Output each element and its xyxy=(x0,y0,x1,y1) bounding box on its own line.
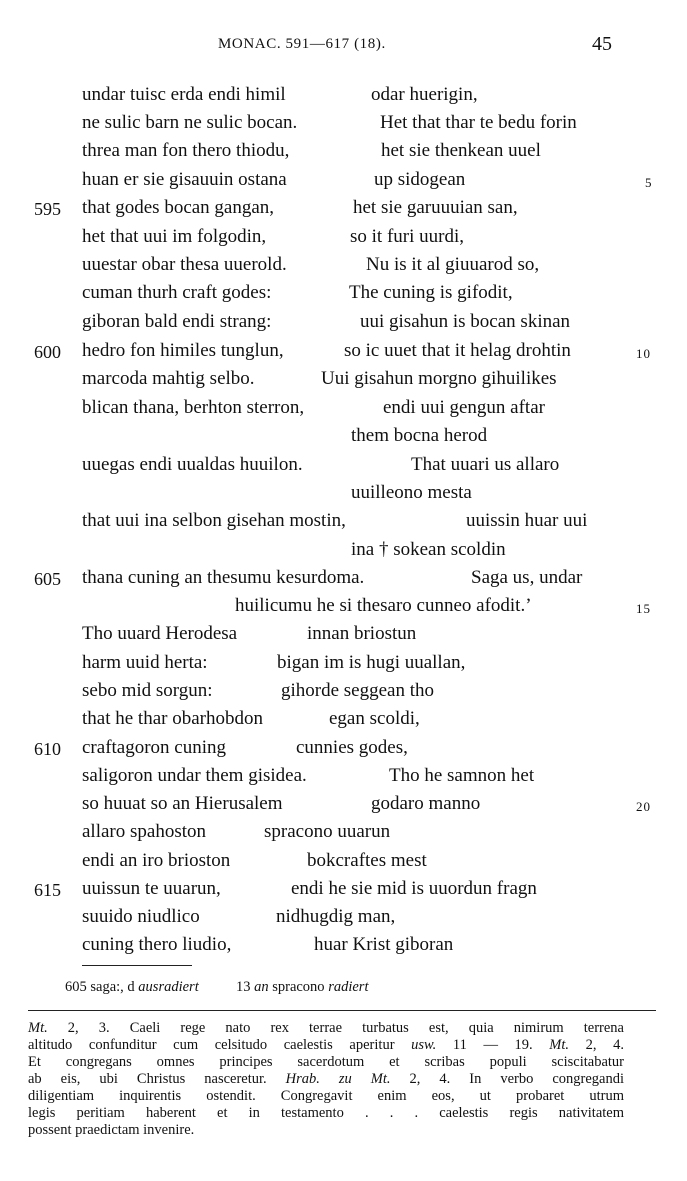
verse-line-a: Tho uuard Herodesa xyxy=(82,623,238,644)
apparatus-ref: 605 xyxy=(65,979,87,995)
apparatus-text: saga:, d xyxy=(90,979,135,995)
verse-line-a: so huuat so an Hierusalem xyxy=(82,793,283,814)
verse-line-a: cuman thurh craft godes: xyxy=(82,282,272,303)
verse-line-a: uuegas endi uualdas huuilon. xyxy=(82,454,303,475)
margin-line-number: 10 xyxy=(636,346,651,361)
verse-line-b: Uui gisahun morgno gihuilikes xyxy=(321,368,557,389)
verse-line-b: egan scoldi, xyxy=(329,708,420,729)
verse-line-b: bokcraftes mest xyxy=(307,850,427,871)
verse-line-a: that he thar obarhobdon xyxy=(82,708,263,729)
verse-line-a: that uui ina selbon gisehan mostin, xyxy=(82,510,346,531)
verse-line-b: so it furi uurdi, xyxy=(350,226,464,247)
verse-line-a: thana cuning an thesumu kesurdoma. xyxy=(82,567,365,588)
footnote-ref: Hrab. zu Mt. xyxy=(285,1071,391,1087)
verse-line-b: endi uui gengun aftar xyxy=(383,397,545,418)
verse-line-b: innan briostun xyxy=(307,623,417,644)
verse-line-a: uuestar obar thesa uuerold. xyxy=(82,254,287,275)
footnote-text: possent praedictam invenire. xyxy=(28,1122,195,1138)
verse-line-a: endi an iro brioston xyxy=(82,850,231,871)
footnote-line xyxy=(28,1038,624,1053)
verse-line-b: het sie thenkean uuel xyxy=(381,140,541,161)
verse-line-b: het sie garuuuian san, xyxy=(353,197,518,218)
verse-line-b: huilicumu he si thesaro cunneo afodit.’ xyxy=(235,595,532,616)
verse-line-b: uuissin huar uui xyxy=(466,510,588,531)
verse-line-b: Tho he samnon het xyxy=(389,765,535,786)
footnote-ref: Mt. xyxy=(28,1020,48,1036)
footnote-line xyxy=(28,1106,624,1121)
verse-line-b: cunnies godes, xyxy=(296,737,408,758)
verse-line-b: bigan im is hugi uuallan, xyxy=(277,652,466,673)
verse-line-a: het that uui im folgodin, xyxy=(82,226,267,247)
verse-line-b: ina † sokean scoldin xyxy=(351,539,506,560)
footnote-text: diligentiam inquirentis ostendit. Congregavit enim eos, ut probaret utrum xyxy=(28,1088,624,1104)
verse-line-b: Het that thar te bedu forin xyxy=(380,112,577,133)
margin-line-number: 5 xyxy=(645,175,653,190)
verse-line-b: endi he sie mid is uuordun fragn xyxy=(291,878,537,899)
margin-line-number: 15 xyxy=(636,601,651,616)
footnote-line xyxy=(28,1021,624,1036)
apparatus-note: radiert xyxy=(328,979,369,995)
footnote-text: 11 — 19. xyxy=(436,1037,550,1053)
verse-line-a: ne sulic barn ne sulic bocan. xyxy=(82,112,298,133)
verse-line-b: Saga us, undar xyxy=(471,567,583,588)
footnote-text: ab eis, ubi Christus nasceretur. xyxy=(28,1071,286,1087)
verse-line-a: marcoda mahtig selbo. xyxy=(82,368,255,389)
verse-number: 610 xyxy=(34,739,61,759)
margin-line-number: 20 xyxy=(636,799,651,814)
verse-line-a: threa man fon thero thiodu, xyxy=(82,140,290,161)
verse-line-a: undar tuisc erda endi himil xyxy=(82,84,286,105)
apparatus-note: an xyxy=(254,979,269,995)
verse-line-a: saligoron undar them gisidea. xyxy=(82,765,307,786)
verse-line-a: allaro spahoston xyxy=(82,821,207,842)
verse-line-b: godaro manno xyxy=(371,793,481,814)
footnote-line xyxy=(28,1123,624,1138)
verse-line-b: Nu is it al giuuarod so, xyxy=(366,254,540,275)
footnote-text: legis peritiam haberent et in testamento . . . caelestis regis nativitatem xyxy=(28,1105,624,1121)
verse-line-b: odar huerigin, xyxy=(371,84,478,105)
verse-line-b: The cuning is gifodit, xyxy=(349,282,513,303)
verse-line-a: craftagoron cuning xyxy=(82,737,227,758)
verse-number: 595 xyxy=(34,199,61,219)
footnote-text: 2, 4. In verbo congregandi xyxy=(390,1071,624,1087)
footnote-ref: usw. xyxy=(411,1037,437,1053)
verse-number: 615 xyxy=(34,880,61,900)
verse-line-b: That uuari us allaro xyxy=(411,454,560,475)
running-title: MONAC. 591—617 (18). xyxy=(218,36,386,52)
verse-line-b: uuilleono mesta xyxy=(351,482,472,503)
footnote-rule xyxy=(28,1010,656,1011)
critical-apparatus xyxy=(65,979,368,996)
page-number: 45 xyxy=(592,33,612,55)
apparatus-ref: 13 xyxy=(235,979,251,995)
verse-line-b: gihorde seggean tho xyxy=(281,680,435,701)
verse-line-b: huar Krist giboran xyxy=(314,934,454,955)
footnote-text: 2, 3. Caeli rege nato rex terrae turbatus est, quia nimirum terrena xyxy=(47,1020,624,1036)
verse-line-a: hedro fon himiles tunglun, xyxy=(82,340,284,361)
verse-line-b: so ic uuet that it helag drohtin xyxy=(344,340,571,361)
verse-line-a: sebo mid sorgun: xyxy=(82,680,213,701)
footnote-text: 2, 4. xyxy=(569,1037,625,1053)
verse-line-b: nidhugdig man, xyxy=(276,906,396,927)
apparatus-note: ausradiert xyxy=(138,979,199,995)
verse-line-a: harm uuid herta: xyxy=(82,652,208,673)
footnote-text: altitudo confunditur cum celsitudo caelestis aperitur xyxy=(28,1037,412,1053)
verse-line-a: cuning thero liudio, xyxy=(82,934,232,955)
footnote-line xyxy=(28,1072,624,1087)
verse-line-b: spracono uuarun xyxy=(264,821,391,842)
footnote-ref: Mt. xyxy=(549,1037,570,1053)
verse-line-b: up sidogean xyxy=(374,169,466,190)
verse-number: 600 xyxy=(34,342,61,362)
verse-line-a: uuissun te uuarun, xyxy=(82,878,221,899)
footnote-text: Et congregans omnes principes sacerdotum et scribas populi sciscitabatur xyxy=(28,1054,624,1070)
verse-line-a: huan er sie gisauuin ostana xyxy=(82,169,287,190)
verse-line-a: that godes bocan gangan, xyxy=(82,197,275,218)
footnote-line xyxy=(28,1089,624,1104)
verse-line-a: blican thana, berhton sterron, xyxy=(82,397,305,418)
verse-line-b: uui gisahun is bocan skinan xyxy=(360,311,571,332)
verse-line-b: them bocna herod xyxy=(351,425,488,446)
verse-number: 605 xyxy=(34,569,61,589)
apparatus-text: spracono xyxy=(272,979,325,995)
apparatus-rule xyxy=(82,965,192,966)
verse-line-a: suuido niudlico xyxy=(82,906,200,927)
verse-line-a: giboran bald endi strang: xyxy=(82,311,272,332)
footnote-line xyxy=(28,1055,624,1070)
